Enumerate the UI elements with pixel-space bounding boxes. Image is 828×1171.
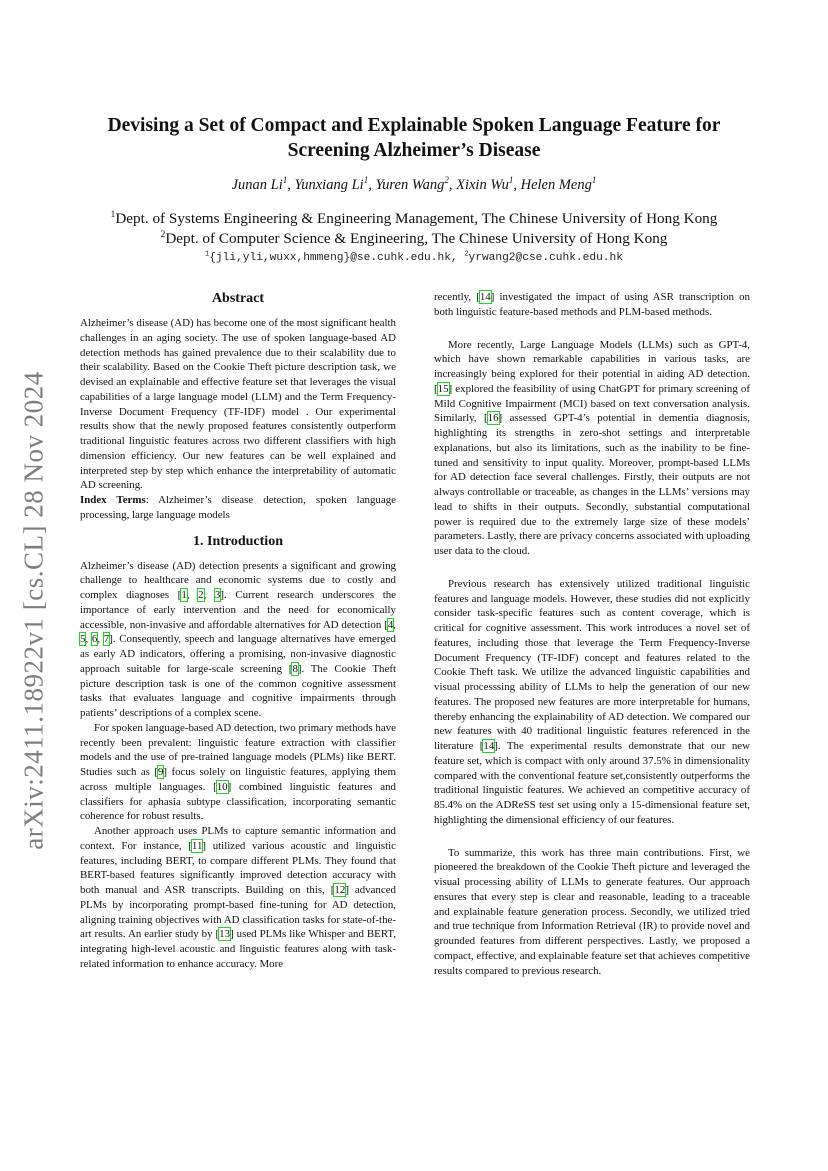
citation-link[interactable]: 12	[334, 884, 346, 896]
right-column	[434, 290, 750, 978]
citation-link[interactable]: 5	[80, 633, 86, 646]
citation-link[interactable]: 6	[91, 633, 98, 646]
affiliation-marker: 1	[110, 209, 116, 220]
citation-link[interactable]: 13	[219, 928, 231, 941]
citation-link[interactable]: 14	[479, 291, 491, 303]
body-paragraph: Previous research has extensively utilized traditional linguistic features and language models. However, these studies did not explicitly consider task-specific features such as content coverage, which is critical for cognitive assessment. This work introduces a novel set of features, including those that leverage the Term Frequency-Inverse Document Frequency (TF-IDF) concept and features related to the Cookie Theft task. We utilize the advanced linguistic capabilities and visual processsing ability of LLMs to help the generation of our new features. The proposed new features are more interpretable for humans, thereby enhancing the explainability of AD detection. We compared our new features with 40 traditional linguistic features referenced in the literature [14]. The experimental results demonstrate that our new feature set, which is compact with only around 37.5% in dimensionality compared with the conventional feature set,consistently outperforms the traditional linguistic features. We achieved an competitive accuracy of 85.4% on the ADReSS test set using only a 15-dimensional feature set, highlighting the dimensional efficiency of our features.	[434, 577, 751, 826]
citation-link[interactable]: 15	[437, 382, 449, 395]
citation-link[interactable]: 16	[487, 412, 499, 425]
paragraph-text: ] used PLMs like Whisper and BERT, integrating high-level acoustic and linguistic features along with task-related information to enhance accuracy. More	[80, 928, 397, 970]
paragraph-text: ]. Current research underscores the importance of early intervention and the need for economically accessible, non-invasive and affordable alternatives for AD detection	[80, 589, 396, 631]
author-name: Yunxiang Li	[294, 177, 364, 193]
citation-link[interactable]: 9	[157, 766, 164, 778]
index-terms-text: : Alzheimer’s disease detection, spoken language processing, large language models	[80, 494, 396, 521]
arxiv-identifier	[16, 360, 52, 860]
affiliation-text: Dept. of Computer Science & Engineering, The Chinese University of Hong Kong	[165, 230, 668, 247]
citation-link[interactable]: 3	[214, 589, 221, 601]
body-paragraph: recently, [14] investigated the impact of using ASR transcription on both linguistic feature-based methods and PLM-based methods.	[434, 291, 750, 318]
paragraph-text: Alzheimer’s disease (AD) detection presents a significant and growing challenge to healthcare and economic systems due to costly and complex diagnoses	[80, 559, 396, 601]
left-column	[80, 290, 396, 972]
citation-link[interactable]: 7	[103, 633, 110, 646]
paragraph-text: More recently, Large Language Models (LLMs) such as GPT-4, which have shown remarkable capabilities in various tasks, are increasingly being explored for their potential in aiding AD detection.	[434, 338, 750, 380]
citation-link[interactable]: 8	[292, 662, 298, 675]
paragraph-text: ] combined linguistic features and classifiers for aphasia subtype classification, incorporating semantic coherence for robust results.	[80, 780, 396, 823]
paragraph-text: ,	[203, 589, 215, 601]
email-line	[80, 252, 748, 264]
email-marker: 2	[464, 250, 469, 259]
right-column-body	[434, 290, 750, 978]
paragraph-text: ]. The experimental results demonstrate that our new feature set, which is compact with only around 37.5% in dimensionality compared with the conventional feature set,consistently outperforms the traditional linguistic features. We achieved an competitive accuracy of 85.4% on the ADReSS test set using only a 15-dimensional feature set, highlighting the dimensional efficiency of our features.	[434, 740, 751, 826]
abstract-heading: Abstract	[211, 291, 265, 306]
body-paragraph: Another approach uses PLMs to capture semantic information and context. For instance, [11] utilized various acoustic and linguistic features, including BERT, to compare different PLMs. They found that BERT-based features significantly improved detection accuracy with both manual and ASR transcripts. Building on this, [12] advanced PLMs by incorporating prompt-based fine-tuning for AD detection, aligning training objectives with AD classification tasks for state-of-the-art results. An earlier study by [13] used PLMs like Whisper and BERT, integrating high-level acoustic and linguistic features along with task-related information to enhance accuracy. More	[80, 825, 397, 970]
affiliation-1	[60, 210, 768, 228]
paragraph-text: ] assessed GPT-4’s potential in dementia diagnosis, highlighting its strengths in zero-shot settings and interpretable explanations, but also its limitations, such as the inability to be fine-tuned and sensitivity to input quality. Moreover, prompt-based LLMs for AD detection face several challenges. Firstly, their outputs are not always controllable or traceable, as changes in the LLMs’ versions may lead to shifts in their outputs. Secondly, substantial computational power is required due to the extremely large size of these models’ parameters. Lastly, there are privacy concerns associated with uploading user data to the cloud.	[434, 412, 750, 557]
paragraph-text: ,	[393, 618, 396, 631]
index-terms-label: Index Terms	[80, 494, 146, 506]
index-terms	[80, 493, 396, 523]
paragraph-text: ] focus solely on linguistic features, applying them across multiple languages.	[80, 766, 396, 793]
author-affiliation-marker: 2	[444, 175, 449, 186]
paragraph-text: To summarize, this work has three main contributions. First, we pioneered the breakdown of the Cookie Theft picture and leveraged the visual processing ability of LLMs to generate features. Our approach ensures that every step is clear and reasonable, leading to a traceable and explainable feature generation process. Secondly, we utilized tried and true technique from Information Retrieval (IR) to provide novel and grounded features from different perspectives. Lastly, we proposed a compact, effective, and explainable feature set that achieves competitive results compared to previous research.	[434, 846, 750, 977]
author-list: Junan Li$^1$, Yunxiang Li$^1$, Yuren Wang$^2$, Xixin Wu$^1$, Helen Meng$^1$	[231, 175, 597, 193]
paragraph-text: ] advanced PLMs by incorporating prompt-based fine-tuning for AD detection, aligning training objectives with AD classification tasks for state-of-the-art results. An earlier study by	[80, 884, 396, 941]
paper-title: Devising a Set of Compact and Explainable Spoken Language Feature for Screening Alzheimer’s Disease	[107, 115, 721, 161]
author-affiliation-marker: 1	[591, 175, 597, 186]
email-marker: 1	[205, 250, 210, 259]
author-name: Yuren Wang	[375, 177, 445, 193]
author-affiliation-marker: 1	[508, 175, 514, 186]
paragraph-text: ] utilized various acoustic and linguistic features, including BERT, to compare different PLMs. They found that BERT-based features significantly improved detection accuracy with both manual and ASR transcripts. Building on this,	[80, 839, 396, 896]
abstract-text: Alzheimer’s disease (AD) has become one of the most significant health challenges in an aging society. The use of spoken language-based AD detection methods has gained prevalence due to their scalability due to their scalability. Based on the Cookie Theft picture description task, we devised an explainable and effective feature set that leverages the visual capabilities of a large language model (LLM) and the Term Frequency-Inverse Document Frequency (TF-IDF) model . Our experimental results show that the newly proposed features consistently outperform traditional linguistic features across two different classifiers with high dimension efficiency. Our new features can be well explained and interpreted step by step which enhance the interpretability of automatic AD screening.	[80, 317, 396, 492]
citation-link[interactable]: 14	[483, 740, 495, 752]
introduction-heading: 1. Introduction	[193, 533, 283, 549]
body-paragraph: Alzheimer’s disease (AD) detection presents a significant and growing challenge to healthcare and economic systems due to costly and complex diagnoses [1, 2, 3]. Current research underscores the importance of early intervention and the need for economically accessible, non-invasive and affordable alternatives for AD detection [4, 5, 6, 7]. Consequently, speech and language alternatives have emerged as early AD indicators, offering a promising, non-invasive diagnostic approach suitable for large-scale screening [8]. The Cookie Theft picture description task is one of the common cognitive assessment tasks that evaluates language and cognitive impairments through patients’ descriptions of a complex scene.	[80, 559, 396, 719]
introduction-body	[80, 559, 396, 972]
paragraph-text: For spoken language-based AD detection, two primary methods have recently been prevalent: linguistic feature extraction with classifier models and the use of pre-trained language models (PLMs) like BERT. Studies such as	[80, 721, 396, 778]
paragraph-text: ] investigated the impact of using ASR transcription on both linguistic feature-based methods and PLM-based methods.	[434, 291, 750, 318]
author-name: Junan Li	[231, 177, 283, 193]
author-name: Xixin Wu	[456, 177, 509, 193]
citation-link[interactable]: 1	[181, 589, 187, 601]
paragraph-text: ] explored the feasibility of using ChatGPT for primary screening of Mild Cognitive Impairment (MCI) based on text conversation analysis. Similarly,	[434, 382, 750, 425]
body-paragraph: More recently, Large Language Models (LLMs) such as GPT-4, which have shown remarkable capabilities in various tasks, are increasingly being explored for their potential in aiding AD detection. [15] explored the feasibility of using ChatGPT for primary screening of Mild Cognitive Impairment (MCI) based on text conversation analysis. Similarly, [16] assessed GPT-4’s potential in dementia diagnosis, highlighting its strengths in zero-shot settings and interpretable explanations, but also its limitations, such as the inability to be fine-tuned and sensitivity to input quality. Moreover, prompt-based LLMs for AD detection face several challenges. Firstly, their outputs are not always controllable or traceable, as changes in the LLMs’ versions may lead to shifts in their outputs. Secondly, substantial computational power is required due to the extremely large size of these models’ parameters. Lastly, there are privacy concerns associated with uploading user data to the cloud.	[434, 338, 750, 557]
paragraph-text: ,	[85, 633, 92, 646]
citation-link[interactable]: 10	[216, 780, 228, 793]
author-affiliation-marker: 1	[282, 175, 288, 186]
paragraph-text: ]. Consequently, speech and language alternatives have emerged as early AD indicators, offering a promising, non-invasive diagnostic approach suitable for large-scale screening	[80, 633, 396, 675]
email-address[interactable]: yrwang2@cse.cuhk.edu.hk	[468, 252, 623, 264]
paragraph-text: Previous research has extensively utilized traditional linguistic features and language models. However, these studies did not explicitly consider task-specific features such as content coverage, which is critical for cognitive assessment. This work introduces a novel set of features, including those that leverage the Term Frequency-Inverse Document Frequency (TF-IDF) concept and features related to the Cookie Theft task. We utilize the advanced linguistic capabilities and visual processsing ability of LLMs to help the generation of our new features. The proposed new features are more interpretable for humans, thereby enhancing the explainability of AD detection. We compared our new features with 40 traditional linguistic features referenced in the literature	[434, 577, 750, 752]
affiliation-marker: 2	[160, 229, 166, 240]
citation-link[interactable]: 2	[198, 589, 204, 601]
body-paragraph: For spoken language-based AD detection, two primary methods have recently been prevalent: linguistic feature extraction with classifier models and the use of pre-trained language models (PLMs) like BERT. Studies such as [9] focus solely on linguistic features, applying them across multiple languages. [10] combined linguistic features and classifiers for aphasia subtype classification, incorporating semantic coherence for robust results.	[80, 721, 396, 823]
affiliation-text: Dept. of Systems Engineering & Engineering Management, The Chinese University of Hong Kong	[115, 210, 718, 227]
citation-link[interactable]: 11	[191, 839, 203, 852]
email-address[interactable]: {jli,yli,wuxx,hmmeng}@se.cuhk.edu.hk,	[209, 252, 458, 264]
paragraph-text: ]. The Cookie Theft picture description task is one of the common cognitive assessment tasks that evaluates language and cognitive impairments through patients’ descriptions of a complex scene.	[80, 662, 396, 719]
citation-link[interactable]: 4	[387, 618, 394, 631]
paragraph-text: ,	[97, 633, 104, 646]
paragraph-text: recently,	[434, 291, 477, 303]
paragraph-text: Another approach uses PLMs to capture semantic information and context. For instance,	[80, 825, 396, 852]
author-affiliation-marker: 1	[363, 175, 369, 186]
arxiv-id-text: arXiv:2411.18922v1 [cs.CL] 28 Nov 2024	[18, 370, 49, 850]
body-paragraph	[434, 846, 750, 979]
paragraph-text: ,	[186, 589, 199, 601]
affiliation-2	[60, 230, 768, 248]
author-name: Helen Meng	[520, 177, 592, 193]
